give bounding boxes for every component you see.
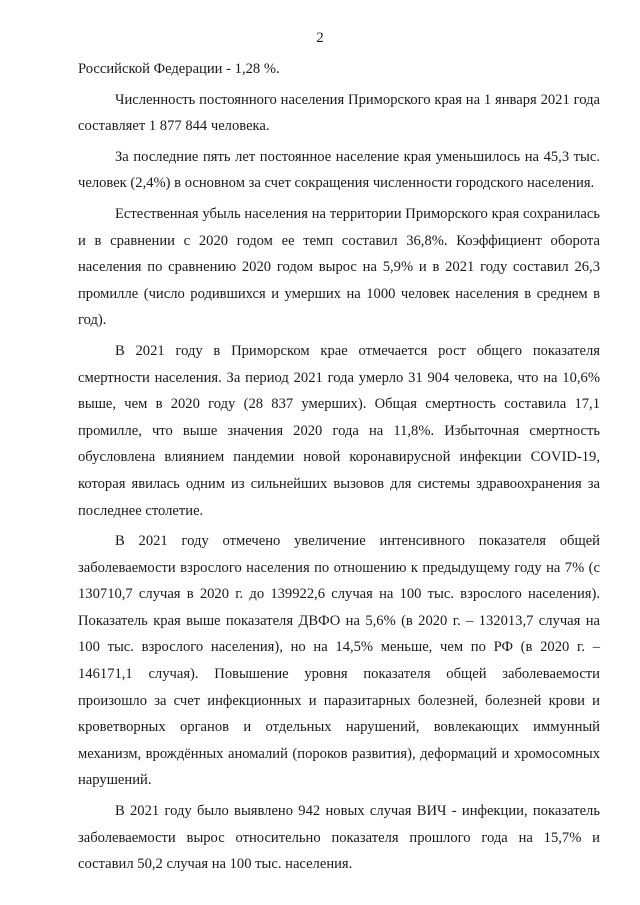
paragraph-continuation: Российской Федерации - 1,28 %.	[78, 61, 280, 77]
paragraph-population-decline: За последние пять лет постоянное население края уменьшилось на 45,3 тыс. человек (2,4%) в основном за счет сокращения численности городского населения.	[78, 148, 600, 192]
paragraph-natural-decrease: Естественная убыль населения на территории Приморского края сохранилась и в сравнении с 2020 годом ее темп составил 36,8%. Коэффициент оборота населения по сравнению 2020 годом вырос на 5,9% и в 2021 году составил 26,3 промилле (число родившихся и умерших на 1000 человек населения в среднем в год).	[78, 205, 600, 329]
paragraph-mortality: В 2021 году в Приморском крае отмечается рост общего показателя смертности населения. За период 2021 года умерло 31 904 человека, что на 10,6% выше, чем в 2020 году (28 837 умерших). Общая смертность составила 17,1 промилле, что выше значения 2020 года на 11,8%. Избыточная смертность обусловлена влиянием пандемии новой коронавирусной инфекции COVID-19, которая явилась одним из сильнейших вызовов для системы здравоохранения за последнее столетие.	[78, 342, 600, 519]
paragraph-hiv: В 2021 году было выявлено 942 новых случая ВИЧ - инфекции, показатель заболеваемости вырос относительно показателя прошлого года на 15,7% и составил 50,2 случая на 100 тыс. населения.	[78, 803, 600, 873]
paragraph-population-count: Численность постоянного населения Приморского края на 1 января 2021 года составляет 1 877 844 человека.	[78, 91, 600, 135]
paragraph-morbidity: В 2021 году отмечено увеличение интенсивного показателя общей заболеваемости взрослого населения по отношению к предыдущему году на 7% (с 130710,7 случая в 2020 г. до 139922,6 случая на 100 тыс. взрослого населения). Показатель края выше показателя ДВФО на 5,6% (в 2020 г. – 132013,7 случая на 100 тыс. взрослого населения), но на 14,5% меньше, чем по РФ (в 2020 г. – 146171,1 случая). Повышение уровня показателя общей заболеваемости произошло за счет инфекционных и паразитарных болезней, болезней крови и кроветворных органов и отдельных нарушений, вовлекающих иммунный механизм, врождённых аномалий (пороков развития), деформаций и хромосомных нарушений.	[78, 533, 600, 789]
page-number: 2	[316, 30, 324, 46]
document-body	[78, 56, 600, 882]
